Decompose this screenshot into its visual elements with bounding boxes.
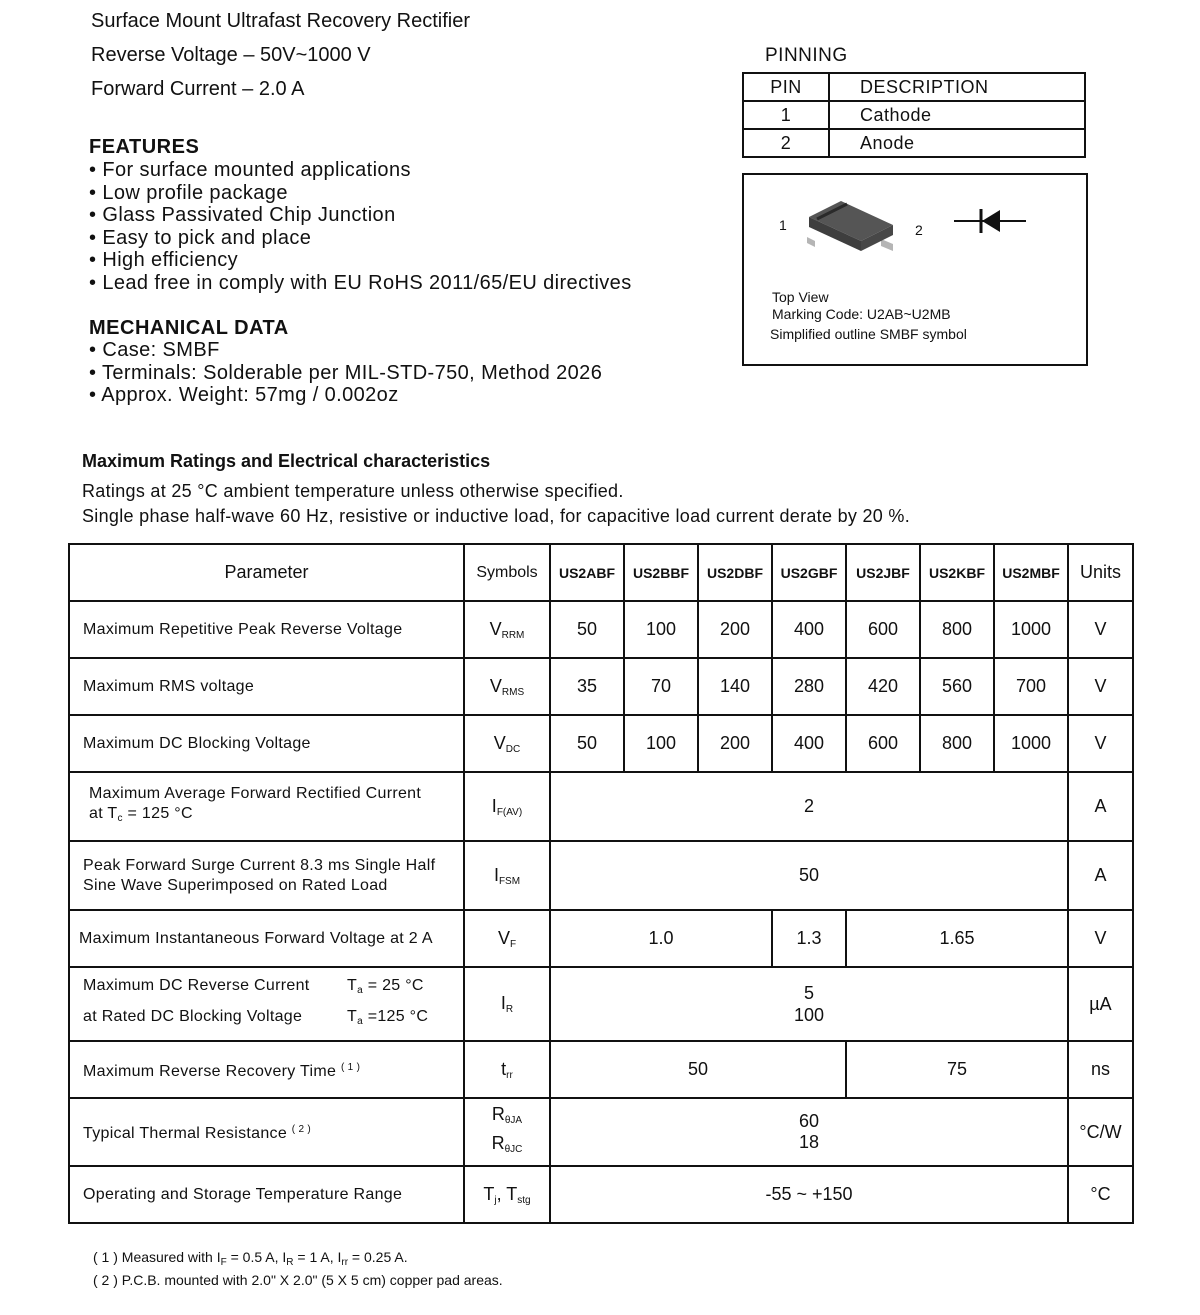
param-ir: Maximum DC Reverse Current $T_a = 25$ °C at Rated DC Blocking Voltage $T_a =125$ °C (69, 967, 464, 1041)
reverse-voltage-spec: Reverse Voltage – 50V~1000 V (91, 44, 371, 66)
pin-description: Anode (829, 129, 1085, 157)
marking-code: Marking Code: U2AB~U2MB (772, 306, 951, 322)
footnote-1: ( 1 ) Measured with $I_F = 0.5$ A, $I_R = 1$ A, $I_{rr} = 0.25$ A. (93, 1249, 408, 1268)
device-header: US2GBF (772, 544, 846, 601)
table-row (69, 1098, 1133, 1166)
feature-item: • Low profile package (89, 181, 288, 204)
package-outline-box (742, 173, 1088, 366)
value-cell: 1000 (994, 715, 1068, 772)
features-list (89, 159, 632, 295)
value-cell: 400 (772, 601, 846, 658)
value-cell: 1.0 (550, 910, 772, 967)
value-cell: 600 (846, 601, 920, 658)
value-cell: 200 (698, 601, 772, 658)
value-cell: 50 (550, 715, 624, 772)
device-header: US2ABF (550, 544, 624, 601)
value-cell: 50 (550, 1041, 846, 1098)
mechanical-item: • Case: SMBF (89, 339, 220, 361)
value-cell: 70 (624, 658, 698, 715)
value-cell: 60 18 (550, 1098, 1068, 1166)
symbols-header: Symbols (464, 544, 550, 601)
value-cell: 800 (920, 715, 994, 772)
package-pin2-label: 2 (915, 222, 923, 238)
device-header: US2MBF (994, 544, 1068, 601)
ratings-heading: Maximum Ratings and Electrical characteristics (82, 451, 491, 471)
symbol-vf: $V_F$ (464, 910, 550, 967)
symbol-temp: $T_j$, $T_{stg}$ (464, 1166, 550, 1223)
smbf-package-icon (799, 195, 899, 255)
value-cell: 400 (772, 715, 846, 772)
value-cell: 75 (846, 1041, 1068, 1098)
pin-number: 2 (743, 129, 829, 157)
device-header: US2JBF (846, 544, 920, 601)
param-vdc: Maximum DC Blocking Voltage (69, 715, 464, 772)
features-heading: FEATURES (89, 136, 200, 158)
value-cell: 280 (772, 658, 846, 715)
mechanical-list (89, 339, 602, 407)
symbol-vrrm: $V_{RRM}$ (464, 601, 550, 658)
symbol-ifav: $I_{F(AV)}$ (464, 772, 550, 841)
pin-col-header: PIN (743, 73, 829, 101)
table-row (69, 967, 1133, 1041)
symbol-rth: $R_{\theta JA}$ $R_{\theta JC}$ (464, 1098, 550, 1166)
value-cell: 2 (550, 772, 1068, 841)
pinning-heading: PINNING (765, 45, 848, 66)
param-temp: Operating and Storage Temperature Range (69, 1166, 464, 1223)
outline-caption: Simplified outline SMBF symbol (770, 326, 967, 342)
table-row (69, 772, 1133, 841)
value-cell: 700 (994, 658, 1068, 715)
value-cell: 100 (624, 601, 698, 658)
table-row (69, 910, 1133, 967)
value-cell: -55 ~ +150 (550, 1166, 1068, 1223)
value-cell: 140 (698, 658, 772, 715)
feature-item: • Lead free in comply with EU RoHS 2011/65/EU directives (89, 271, 632, 294)
value-cell: 600 (846, 715, 920, 772)
units-header: Units (1068, 544, 1133, 601)
value-cell: 800 (920, 601, 994, 658)
table-header-row (69, 544, 1133, 601)
top-view-label: Top View (772, 289, 829, 305)
value-cell: 420 (846, 658, 920, 715)
value-cell: 100 (624, 715, 698, 772)
unit-cell: °C (1068, 1166, 1133, 1223)
feature-item: • High efficiency (89, 249, 239, 272)
table-row (69, 601, 1133, 658)
value-cell: 50 (550, 601, 624, 658)
feature-item: • Glass Passivated Chip Junction (89, 204, 396, 227)
symbol-ifsm: $I_{FSM}$ (464, 841, 550, 910)
feature-item: • For surface mounted applications (89, 159, 411, 181)
unit-cell: A (1068, 841, 1133, 910)
value-cell: 1000 (994, 601, 1068, 658)
symbol-vrms: $V_{RMS}$ (464, 658, 550, 715)
value-cell: 5 100 (550, 967, 1068, 1041)
table-row (69, 658, 1133, 715)
symbol-ir: $I_R$ (464, 967, 550, 1041)
unit-cell: °C/W (1068, 1098, 1133, 1166)
description-col-header: DESCRIPTION (829, 73, 1085, 101)
table-row (69, 1041, 1133, 1098)
ratings-table (68, 543, 1134, 1224)
param-rth: Typical Thermal Resistance $^{( 2 )}$ (69, 1098, 464, 1166)
unit-cell: V (1068, 715, 1133, 772)
doc-title: Surface Mount Ultrafast Recovery Rectifier (91, 10, 471, 32)
param-vrrm: Maximum Repetitive Peak Reverse Voltage (69, 601, 464, 658)
mechanical-heading: MECHANICAL DATA (89, 317, 289, 339)
param-trr: Maximum Reverse Recovery Time $^{( 1 )}$ (69, 1041, 464, 1098)
value-cell: 1.65 (846, 910, 1068, 967)
ratings-note-load: Single phase half-wave 60 Hz, resistive or inductive load, for capacitive load current derate by 20 %. (82, 506, 911, 526)
device-header: US2BBF (624, 544, 698, 601)
table-row (69, 841, 1133, 910)
unit-cell: V (1068, 658, 1133, 715)
pin-description: Cathode (829, 101, 1085, 129)
value-cell: 35 (550, 658, 624, 715)
param-vrms: Maximum RMS voltage (69, 658, 464, 715)
device-header: US2DBF (698, 544, 772, 601)
unit-cell: ns (1068, 1041, 1133, 1098)
mechanical-item: • Approx. Weight: 57mg / 0.002oz (89, 384, 399, 407)
unit-cell: V (1068, 910, 1133, 967)
table-row (69, 1166, 1133, 1223)
parameter-header: Parameter (69, 544, 464, 601)
mechanical-item: • Terminals: Solderable per MIL-STD-750, Method 2026 (89, 361, 603, 384)
pinning-table (742, 72, 1086, 158)
unit-cell: V (1068, 601, 1133, 658)
diode-symbol-icon (954, 208, 1026, 234)
symbol-trr: $t_{rr}$ (464, 1041, 550, 1098)
param-ifsm: Peak Forward Surge Current 8.3 ms Single Half Sine Wave Superimposed on Rated Load (69, 841, 464, 910)
param-ifav: Maximum Average Forward Rectified Current at $T_c = 125$ °C (69, 772, 464, 841)
footnote-2: ( 2 ) P.C.B. mounted with 2.0" X 2.0" (5 X 5 cm) copper pad areas. (93, 1272, 503, 1288)
pin-number: 1 (743, 101, 829, 129)
forward-current-spec: Forward Current – 2.0 A (91, 78, 305, 100)
unit-cell: A (1068, 772, 1133, 841)
package-pin1-label: 1 (779, 217, 787, 233)
param-vf: Maximum Instantaneous Forward Voltage at 2 A (69, 910, 464, 967)
unit-cell: µA (1068, 967, 1133, 1041)
value-cell: 50 (550, 841, 1068, 910)
value-cell: 1.3 (772, 910, 846, 967)
value-cell: 560 (920, 658, 994, 715)
feature-item: • Easy to pick and place (89, 226, 312, 249)
table-row (69, 715, 1133, 772)
value-cell: 200 (698, 715, 772, 772)
ratings-note-temperature: Ratings at 25 °C ambient temperature unless otherwise specified. (82, 481, 624, 501)
symbol-vdc: $V_{DC}$ (464, 715, 550, 772)
device-header: US2KBF (920, 544, 994, 601)
